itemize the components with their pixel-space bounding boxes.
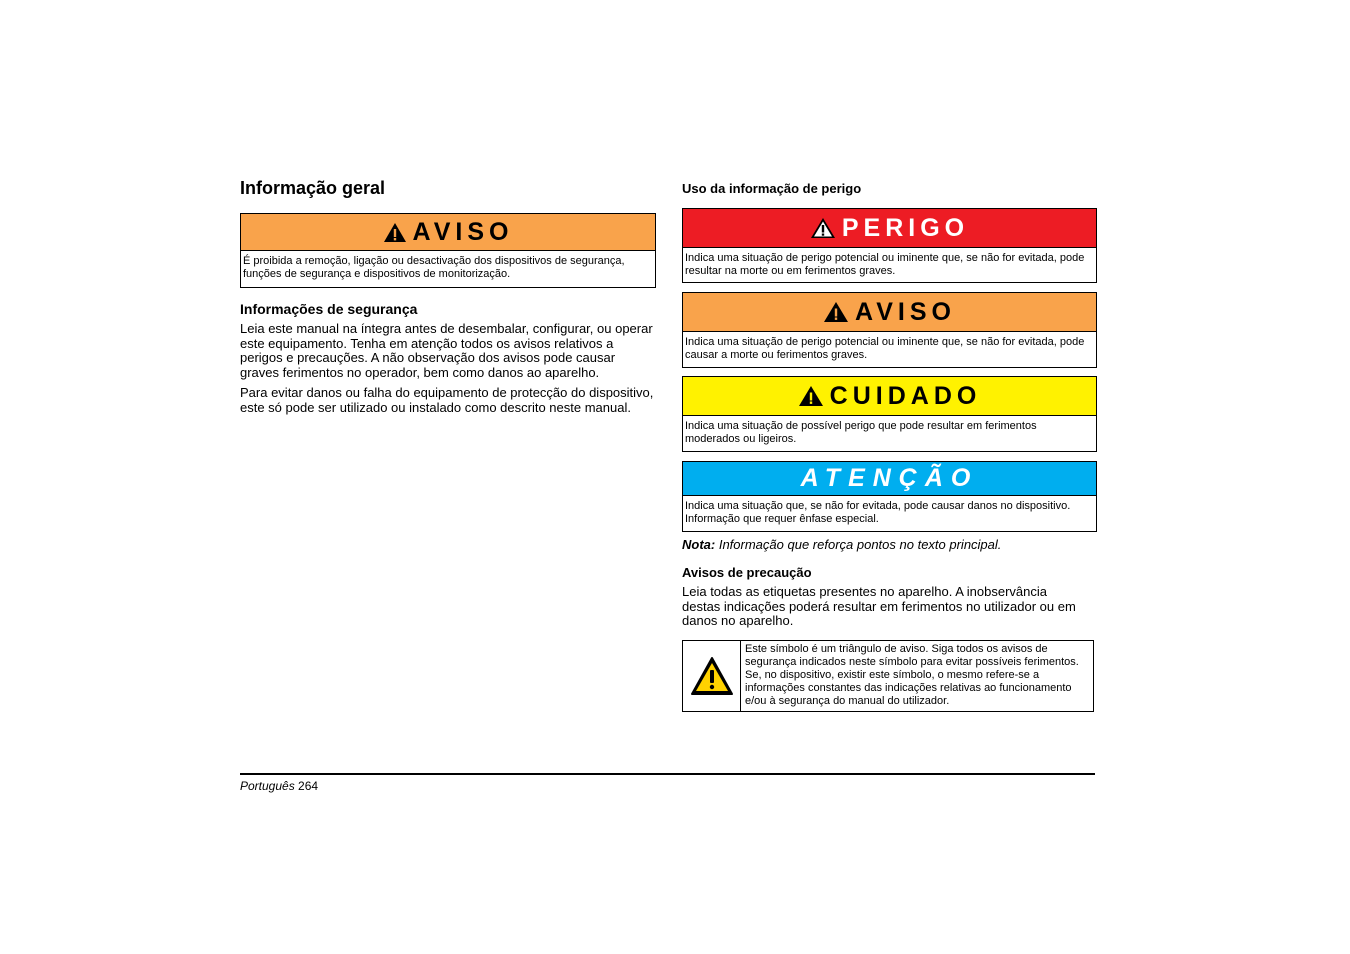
cuidado-text: Indica uma situação de possível perigo que pode resultar em ferimentos moderados ou ligeiros. (685, 420, 1037, 445)
atencao-signal-word: ATENÇÃO (800, 464, 979, 492)
safety-paragraph-2: Para evitar danos ou falha do equipamento de protecção do dispositivo, este só pode ser utilizado ou instalado como descrito neste manual. (240, 385, 654, 415)
atencao-box (682, 461, 1097, 532)
precaution-symbol-table (682, 640, 1094, 712)
warning-triangle-icon (823, 301, 849, 323)
precaution-heading: Avisos de precaução (682, 565, 812, 580)
perigo-text: Indica uma situação de perigo potencial ou iminente que, se não for evitada, pode resultar na morte ou em ferimentos graves. (685, 252, 1085, 277)
warning-triangle-icon (798, 385, 824, 407)
footer-page-number: 264 (298, 779, 319, 793)
aviso-signal-word: AVISO (855, 297, 956, 326)
note-label: Nota: (682, 537, 716, 552)
perigo-signal-word: PERIGO (841, 213, 970, 242)
atencao-header-bar (683, 462, 1096, 496)
footer-rule (240, 773, 1095, 775)
precaution-paragraph: Leia todas as etiquetas presentes no aparelho. A inobservância destas indicações poderá resultar em ferimentos no utilizador ou em danos no aparelho. (682, 584, 1076, 628)
safety-paragraph-1: Leia este manual na íntegra antes de desembalar, configurar, ou operar este equipamento. Tenha em atenção todos os avisos relativos a perigos e precauções. A não observação dos avisos pode causar graves ferimentos no operador, bem como danos ao aparelho. (240, 321, 653, 380)
aviso-text: Indica uma situação de perigo potencial ou iminente que, se não for evitada, pode causar a morte ou ferimentos graves. (685, 336, 1085, 361)
aviso-header-bar (683, 293, 1096, 332)
page-footer (240, 779, 318, 793)
cuidado-box (682, 376, 1097, 452)
aviso-notice-text: É proibida a remoção, ligação ou desactivação dos dispositivos de segurança, funções de segurança e dispositivos de monitorização. (243, 255, 625, 280)
footer-language: Português (240, 779, 295, 793)
page-title: Informação geral (240, 178, 386, 198)
warning-triangle-icon (810, 217, 836, 239)
warning-triangle-icon (690, 656, 734, 696)
perigo-header-bar (683, 209, 1096, 248)
cuidado-signal-word: CUIDADO (829, 381, 982, 410)
symbol-description: Este símbolo é um triângulo de aviso. Siga todos os avisos de segurança indicados neste símbolo para evitar possíveis ferimentos. Se, no dispositivo, existir este símbolo, o mesmo refere-se a informações constantes das indicações relativas ao funcionamento e/ou à segurança do manual do utilizador. (745, 643, 1079, 707)
cuidado-header-bar (683, 377, 1096, 416)
symbol-cell (683, 641, 741, 711)
aviso-signal-word: AVISO (412, 217, 514, 246)
note-line (682, 537, 1001, 552)
perigo-box (682, 208, 1097, 283)
aviso-box (682, 292, 1097, 368)
note-text: Informação que reforça pontos no texto principal. (718, 537, 1002, 552)
warning-triangle-icon (383, 222, 407, 243)
atencao-text: Indica uma situação que, se não for evitada, pode causar danos no dispositivo. Informação que requer ênfase especial. (685, 500, 1071, 525)
safety-heading: Informações de segurança (240, 301, 418, 317)
aviso-header-bar (241, 214, 655, 251)
aviso-notice-box (240, 213, 656, 288)
hazard-info-heading: Uso da informação de perigo (682, 181, 862, 196)
